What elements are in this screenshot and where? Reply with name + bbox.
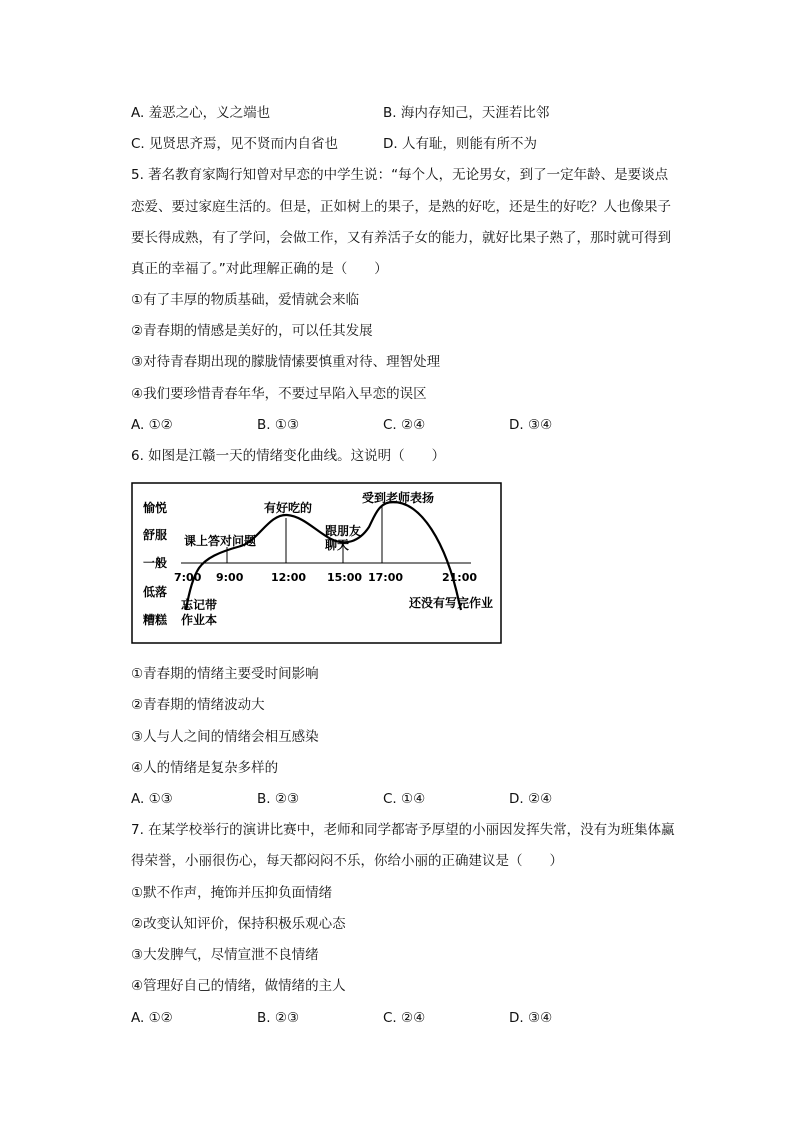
q4-option-b: B. 海内存知己，天涯若比邻 bbox=[383, 105, 550, 121]
x-tick-label: 12:00 bbox=[271, 571, 307, 584]
x-tick-label: 9:00 bbox=[216, 571, 244, 584]
x-tick-label: 7:00 bbox=[174, 571, 202, 584]
q5-stem-line: 5. 著名教育家陶行知曾对早恋的中学生说：“每个人，无论男女，到了一定年龄、是要谈点 bbox=[131, 167, 669, 183]
q7-option-b: B. ②③ bbox=[257, 1010, 300, 1026]
q7-option-c: C. ②④ bbox=[383, 1010, 426, 1026]
q6-option-b: B. ②③ bbox=[257, 791, 300, 807]
event-label-line: 忘记带 bbox=[181, 598, 218, 612]
q5-statement-3: ③对待青春期出现的朦胧情愫要慎重对待、理智处理 bbox=[131, 354, 441, 370]
q5-statement-2: ②青春期的情感是美好的，可以任其发展 bbox=[131, 323, 373, 339]
event-label-line: 跟朋友 bbox=[325, 524, 362, 538]
emotion-curve-figure bbox=[131, 482, 503, 644]
q7-statement-3: ③大发脾气，尽情宣泄不良情绪 bbox=[131, 947, 319, 963]
q7-option-a: A. ①② bbox=[131, 1010, 173, 1026]
event-label: 还没有写完作业 bbox=[409, 596, 494, 610]
q7-statement-4: ④管理好自己的情绪，做情绪的主人 bbox=[131, 978, 346, 994]
q4-option-c: C. 见贤思齐焉，见不贤而内自省也 bbox=[131, 136, 339, 152]
event-label: 受到老师表扬 bbox=[362, 491, 435, 505]
y-level-label: 糟糕 bbox=[143, 613, 168, 627]
q5-statement-1: ①有了丰厚的物质基础，爱情就会来临 bbox=[131, 292, 360, 308]
q4-option-a: A. 羞恶之心，义之端也 bbox=[131, 105, 271, 121]
event-label-line: 聊天 bbox=[325, 538, 350, 552]
q7-stem-line: 得荣誉，小丽很伤心，每天都闷闷不乐，你给小丽的正确建议是（ ） bbox=[131, 853, 563, 869]
q5-stem-line: 真正的幸福了。”对此理解正确的是（ ） bbox=[131, 261, 388, 277]
q6-statement-1: ①青春期的情绪主要受时间影响 bbox=[131, 666, 319, 682]
y-level-label: 低落 bbox=[143, 585, 168, 599]
x-tick-label: 15:00 bbox=[327, 571, 363, 584]
y-level-label: 一般 bbox=[143, 556, 168, 570]
x-tick-label: 17:00 bbox=[368, 571, 404, 584]
q5-option-a: A. ①② bbox=[131, 417, 173, 433]
q5-option-c: C. ②④ bbox=[383, 417, 426, 433]
q6-option-c: C. ①④ bbox=[383, 791, 426, 807]
q6-option-a: A. ①③ bbox=[131, 791, 173, 807]
y-level-label: 舒服 bbox=[143, 528, 168, 542]
event-label: 有好吃的 bbox=[264, 501, 313, 515]
q6-stem: 6. 如图是江赣一天的情绪变化曲线。这说明（ ） bbox=[131, 448, 446, 464]
q5-stem-line: 恋爱、要过家庭生活的。但是，正如树上的果子，是熟的好吃，还是生的好吃？人也像果子 bbox=[131, 199, 671, 215]
q6-option-d: D. ②④ bbox=[509, 791, 553, 807]
q5-option-d: D. ③④ bbox=[509, 417, 553, 433]
emotion-curve-chart bbox=[131, 482, 503, 644]
q5-stem-line: 要长得成熟，有了学问，会做工作，又有养活子女的能力，就好比果子熟了，那时就可得到 bbox=[131, 230, 671, 246]
event-label-line: 作业本 bbox=[181, 613, 218, 627]
q4-option-d: D. 人有耻，则能有所不为 bbox=[383, 136, 537, 152]
event-label: 课上答对问题 bbox=[184, 534, 257, 548]
y-level-label: 愉悦 bbox=[143, 501, 168, 515]
q7-stem-line: 7. 在某学校举行的演讲比赛中，老师和同学都寄予厚望的小丽因发挥失常，没有为班集体赢 bbox=[131, 822, 675, 838]
q6-statement-3: ③人与人之间的情绪会相互感染 bbox=[131, 729, 319, 745]
q7-option-d: D. ③④ bbox=[509, 1010, 553, 1026]
q6-statement-2: ②青春期的情绪波动大 bbox=[131, 697, 265, 713]
x-tick-label: 21:00 bbox=[442, 571, 478, 584]
q6-statement-4: ④人的情绪是复杂多样的 bbox=[131, 760, 279, 776]
q5-option-b: B. ①③ bbox=[257, 417, 300, 433]
q7-statement-2: ②改变认知评价，保持积极乐观心态 bbox=[131, 916, 346, 932]
q5-statement-4: ④我们要珍惜青春年华，不要过早陷入早恋的误区 bbox=[131, 386, 427, 402]
q7-statement-1: ①默不作声，掩饰并压抑负面情绪 bbox=[131, 885, 333, 901]
